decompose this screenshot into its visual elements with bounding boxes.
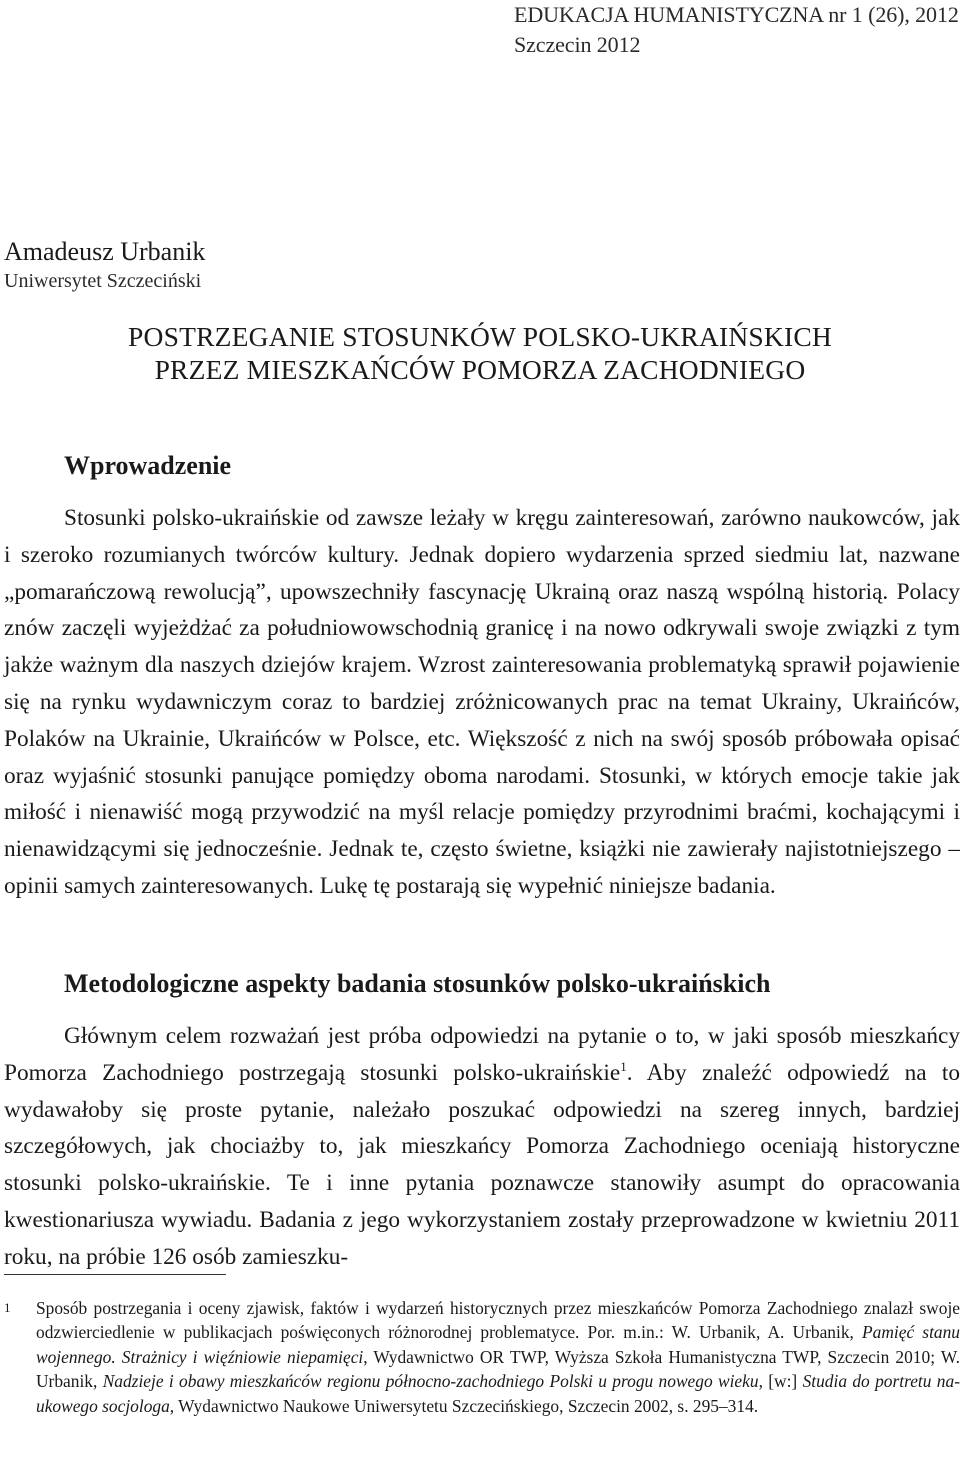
footnote-text-1: Sposób postrzegania i oceny zjawisk, faktów i wydarzeń historycznych przez mieszkańców Pomorza Zachodniego znalazł swoje odzwierciedlenie w publikacjach poświęconych różnorodnej problematyce. Por. m.in.: W. Urbanik, A. Urbanik, (36, 1298, 960, 1343)
article-title-line-1: POSTRZEGANIE STOSUNKÓW POLSKO-UKRAIŃSKICH (128, 321, 832, 352)
journal-place-year: Szczecin 2012 (514, 32, 641, 57)
footnote-text (36, 1296, 960, 1418)
journal-name: EDUKACJA HUMANISTYCZNA nr 1 (26), 2012 (514, 2, 959, 27)
introduction-paragraph: Stosunki polsko-ukraińskie od zawsze leżały w kręgu zainteresowań, zarówno naukowców, jak i szeroko rozumianych twórców kultury. Jednak dopiero wydarzenia sprzed siedmiu lat, nazwane „pomarańczową rewolucją”, upowszechniły fascynację Ukrainą oraz naszą wspólną historią. Polacy znów zaczęli wyjeżdżać za południowowschodnią granicę i na nowo odkrywali swoje związki z tym jakże ważnym dla naszych dziejów krajem. Wzrost zainteresowania problematyką sprawił pojawienie się na rynku wydawniczym coraz to bardziej zróżnicowanych prac na temat Ukrainy, Ukraińców, Polaków na Ukrainie, Ukraińców w Polsce, etc. Większość z nich na swój sposób próbowała opisać oraz wyjaśnić stosunki panujące pomiędzy oboma narodami. Stosunki, w których emocje takie jak miłość i nienawiść mogą przywodzić na myśl relacje pomiędzy przyrodnimi braćmi, kochającymi i nienawidzącymi się jednocześnie. Jednak te, często świetne, książki nie zawierały najistotniejszego – opinii samych zainteresowanych. Lukę tę postarają się wypełnić niniejsze badania. (4, 505, 960, 899)
methodology-text-part-1: Głównym celem rozważań jest próba odpowiedzi na pytanie o to, w jaki sposób mieszkańcy Pomorza Zachodniego postrzegają stosunki polsko-ukraińskie (4, 1023, 960, 1086)
article-title-line-2: PRZEZ MIESZKAŃCÓW POMORZA ZACHODNIEGO (154, 354, 806, 385)
author-name: Amadeusz Urbanik (4, 237, 206, 266)
footnote-text-2: , Wydawnictwo OR TWP, Wyższa Szkoła Humanistyczna TWP, Szczecin 2010; W. Urbanik, (36, 1346, 960, 1392)
footnote-text-4: , Wydawnictwo Naukowe Uniwersytetu Szczecińskiego, Szczecin 2002, s. 295–314. (169, 1395, 759, 1416)
footnote-number: 1 (4, 1300, 11, 1315)
footnote-title-3: Studia do portretu naukowego socjologa (36, 1371, 960, 1416)
methodology-paragraph (4, 1018, 960, 1276)
footnote-reference[interactable]: 1 (620, 1059, 627, 1075)
methodology-body (4, 1018, 960, 1276)
section-heading-methodology: Metodologiczne aspekty badania stosunków polsko-ukraińskich (64, 969, 771, 998)
methodology-text-part-2: . Aby znaleźć odpowiedź na to wydawałoby się proste pytanie, należało poszukać odpowiedzi na szereg innych, bardziej szczegółowych, jak chociażby to, jak mieszkańcy Pomorza Zachodniego oceniają historyczne stosunki polsko-ukraińskie. Te i inne pytania poznawcze stanowiły asumpt do opracowania kwestionariusza wywiadu. Badania z jego wykorzystaniem zostały przeprowadzone w kwietniu 2011 roku, na próbie 126 osób zamieszku- (4, 1059, 960, 1270)
footnote (4, 1296, 960, 1418)
introduction-body (4, 500, 960, 905)
article-title (0, 320, 960, 386)
journal-header (514, 0, 959, 60)
footnote-text-3: , [w:] (758, 1371, 803, 1392)
footnote-separator (4, 1274, 226, 1275)
author-affiliation: Uniwersytet Szczeciński (4, 270, 202, 292)
section-heading-introduction: Wprowadzenie (64, 451, 232, 480)
footnote-title-2: Nadzieje i obawy mieszkańców regionu północno-zachodniego Polski u progu nowego wieku (102, 1371, 759, 1392)
footnote-title-1: Pamięć stanu wojennego. Strażnicy i więźniowie niepamięci (36, 1322, 960, 1367)
